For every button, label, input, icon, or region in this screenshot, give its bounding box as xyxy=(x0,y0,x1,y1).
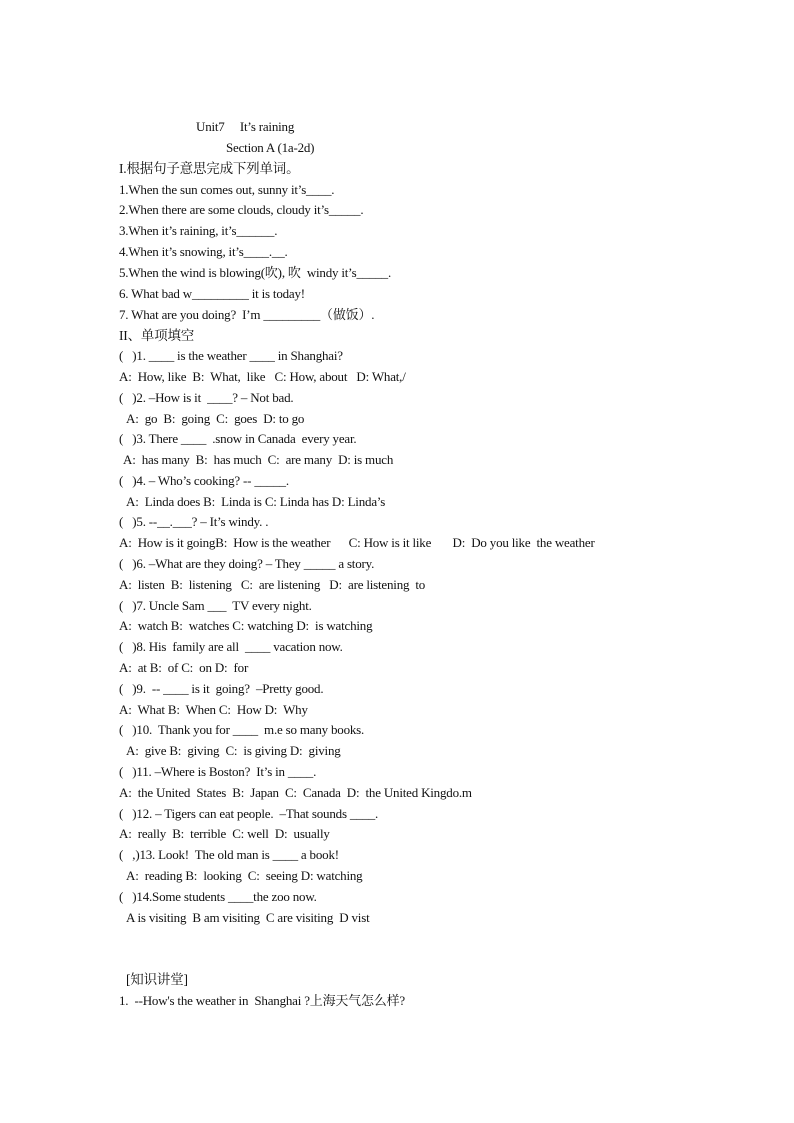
options-line: A: How is it goingB: How is the weather C: How is it like D: Do you like the weather xyxy=(119,535,595,550)
section1-heading: I.根据句子意思完成下列单词。 xyxy=(119,161,300,176)
question-line: ( )1. ____ is the weather ____ in Shanghai? xyxy=(119,348,343,363)
section1-item: 4.When it’s snowing, it’s____.__. xyxy=(119,244,288,259)
options-line: A: has many B: has much C: are many D: is much xyxy=(123,452,394,467)
question-line: ( )14.Some students ____the zoo now. xyxy=(119,889,317,904)
question-line: ( )6. –What are they doing? – They _____ a story. xyxy=(119,556,375,571)
options-line: A is visiting B am visiting C are visiting D vist xyxy=(126,910,370,925)
section1-item: 1.When the sun comes out, sunny it’s____. xyxy=(119,182,335,197)
options-line: A: What B: When C: How D: Why xyxy=(119,702,308,717)
question-line: ( )5. --__.___? – It’s windy. . xyxy=(119,514,269,529)
knowledge-item: 1. --How's the weather in Shanghai ?上海天气怎么样? xyxy=(119,993,405,1008)
section2-heading: II、单项填空 xyxy=(119,328,195,343)
question-line: ( )4. – Who’s cooking? -- _____. xyxy=(119,473,289,488)
question-line: ( )7. Uncle Sam ___ TV every night. xyxy=(119,598,312,613)
question-line: ( )3. There ____ .snow in Canada every year. xyxy=(119,431,357,446)
question-line: ( )12. – Tigers can eat people. –That sounds ____. xyxy=(119,806,379,821)
question-line: ( )2. –How is it ____? – Not bad. xyxy=(119,390,294,405)
section-subtitle: Section A (1a-2d) xyxy=(226,140,315,155)
options-line: A: Linda does B: Linda is C: Linda has D: Linda’s xyxy=(126,494,386,509)
section1-item: 5.When the wind is blowing(吹), 吹 windy it’s_____. xyxy=(119,265,392,280)
options-line: A: watch B: watches C: watching D: is watching xyxy=(119,618,373,633)
section1-item: 2.When there are some clouds, cloudy it’s_____. xyxy=(119,202,364,217)
question-line: ( )8. His family are all ____ vacation now. xyxy=(119,639,343,654)
question-line: ( )9. -- ____ is it going? –Pretty good. xyxy=(119,681,324,696)
options-line: A: the United States B: Japan C: Canada D: the United Kingdo.m xyxy=(119,785,472,800)
question-line: ( )10. Thank you for ____ m.e so many books. xyxy=(119,722,365,737)
options-line: A: How, like B: What, like C: How, about D: What,/ xyxy=(119,369,406,384)
section1-item: 6. What bad w_________ it is today! xyxy=(119,286,305,301)
question-line: ( )11. –Where is Boston? It’s in ____. xyxy=(119,764,317,779)
options-line: A: at B: of C: on D: for xyxy=(119,660,249,675)
options-line: A: really B: terrible C: well D: usually xyxy=(119,826,330,841)
options-line: A: listen B: listening C: are listening D: are listening to xyxy=(119,577,426,592)
section1-item: 3.When it’s raining, it’s______. xyxy=(119,223,278,238)
question-line: ( ,)13. Look! The old man is ____ a book! xyxy=(119,847,339,862)
options-line: A: reading B: looking C: seeing D: watching xyxy=(126,868,363,883)
options-line: A: go B: going C: goes D: to go xyxy=(126,411,305,426)
unit-title: Unit7 It’s raining xyxy=(196,119,295,134)
section1-item: 7. What are you doing? I’m _________（做饭）. xyxy=(119,307,375,322)
knowledge-heading: [知识讲堂] xyxy=(126,972,188,987)
options-line: A: give B: giving C: is giving D: giving xyxy=(126,743,341,758)
